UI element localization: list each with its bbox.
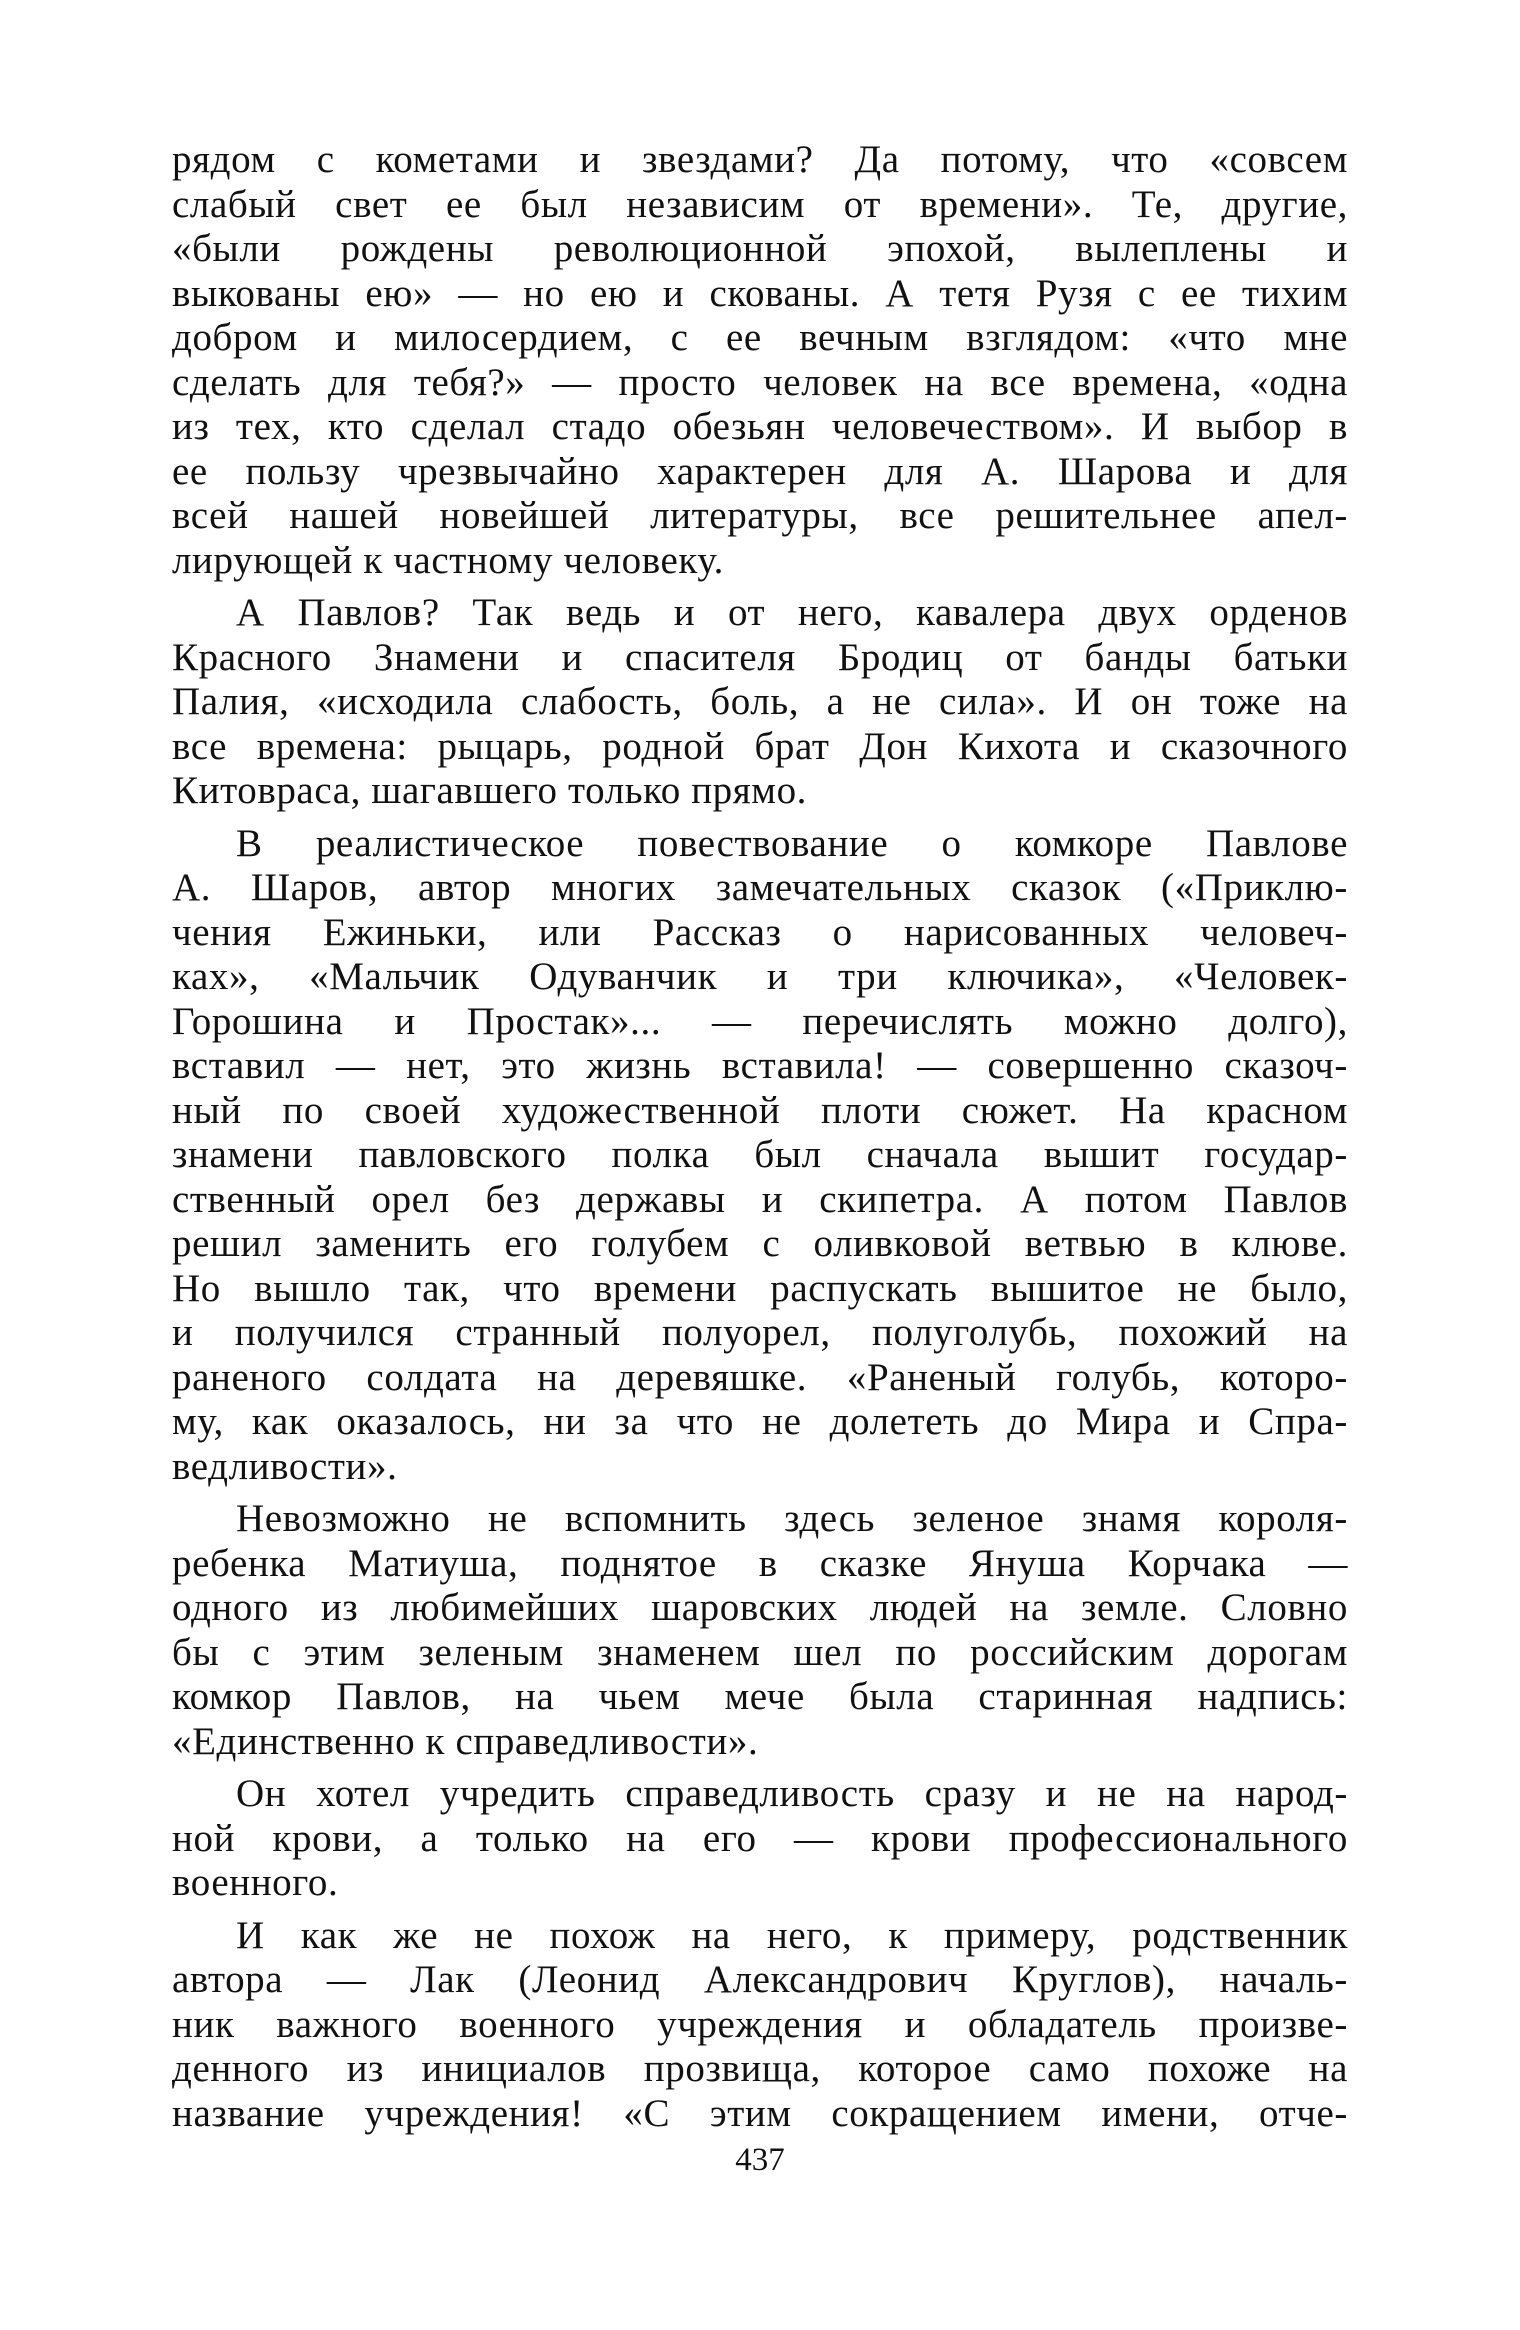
text-line: автора — Лак (Леонид Александрович Круглов), началь- xyxy=(172,1958,1348,2001)
text-line: А. Шаров, автор многих замечательных сказок («Приклю- xyxy=(172,866,1348,909)
text-line: В реалистическое повествование о комкоре Павлове xyxy=(236,821,1348,865)
body-text xyxy=(172,138,1348,2136)
text-line: Он хотел учредить справедливость сразу и не на народ- xyxy=(236,1772,1348,1815)
paragraph xyxy=(172,822,1348,1490)
text-line: А Павлов? Так ведь и от него, кавалера двух орденов xyxy=(236,591,1348,634)
text-line: вставил — нет, это жизнь вставила! — совершенно сказоч- xyxy=(172,1044,1348,1087)
text-line: лирующей к частному человеку. xyxy=(172,538,724,582)
text-line: ный по своей художественной плоти сюжет. На красном xyxy=(172,1088,1348,1132)
text-line: Невозможно не вспомнить здесь зеленое знамя короля- xyxy=(236,1497,1348,1540)
text-line: чения Ежиньки, или Рассказ о нарисованных человеч- xyxy=(172,910,1348,954)
text-line: Но вышло так, что времени распускать вышитое не было, xyxy=(172,1266,1348,1310)
text-line: Китовраса, шагавшего только прямо. xyxy=(172,769,808,812)
text-line: Горошина и Простак»... — перечислять можно долго), xyxy=(172,999,1348,1043)
text-line: му, как оказалось, ни за что не долететь до Мира и Спра- xyxy=(172,1400,1348,1443)
text-line: решил заменить его голубем с оливковой ветвью в клюве. xyxy=(172,1222,1348,1265)
text-line: ной крови, а только на его — крови профессионального xyxy=(172,1816,1348,1860)
paragraph-gap xyxy=(172,1764,1348,1772)
paragraph-gap xyxy=(172,1489,1348,1497)
text-line: из тех, кто сделал стадо обезьян человечеством». И выбор в xyxy=(172,405,1348,448)
paragraph xyxy=(172,1772,1348,1906)
text-line: ках», «Мальчик Одуванчик и три ключика», «Человек- xyxy=(172,955,1348,998)
paragraph xyxy=(172,138,1348,583)
text-line: все времена: рыцарь, родной брат Дон Кихота и сказочного xyxy=(172,724,1348,768)
text-line: сделать для тебя?» — просто человек на все времена, «одна xyxy=(172,360,1348,404)
text-line: и получился странный полуорел, полуголубь, похожий на xyxy=(172,1311,1348,1354)
text-line: комкор Павлов, на чьем мече была старинная надпись: xyxy=(172,1675,1348,1718)
text-line: «Единственно к справедливости». xyxy=(172,1719,759,1763)
text-line: всей нашей новейшей литературы, все решительнее апел- xyxy=(172,494,1348,537)
paragraph xyxy=(172,1914,1348,2137)
text-line: рядом с кометами и звездами? Да потому, что «совсем xyxy=(172,138,1348,181)
text-line: одного из любимейших шаровских людей на земле. Словно xyxy=(172,1586,1348,1629)
text-line: Палия, «исходила слабость, боль, а не сила». И он тоже на xyxy=(172,680,1348,723)
paragraph-gap xyxy=(172,1906,1348,1914)
paragraph xyxy=(172,591,1348,814)
text-line: Красного Знамени и спасителя Бродиц от банды батьки xyxy=(172,635,1348,679)
text-line: ее пользу чрезвычайно характерен для А. Шарова и для xyxy=(172,449,1348,493)
text-line: И как же не похож на него, к примеру, родственник xyxy=(236,1913,1348,1957)
text-line: выкованы ею» — но ею и скованы. А тетя Рузя с ее тихим xyxy=(172,271,1348,315)
text-line: ребенка Матиуша, поднятое в сказке Януша Корчака — xyxy=(172,1541,1348,1585)
text-line: ник важного военного учреждения и обладатель произве- xyxy=(172,2002,1348,2046)
text-line: военного. xyxy=(172,1861,339,1904)
text-line: ственный орел без державы и скипетра. А потом Павлов xyxy=(172,1177,1348,1221)
text-line: добром и милосердием, с ее вечным взглядом: «что мне xyxy=(172,316,1348,359)
paragraph xyxy=(172,1497,1348,1764)
text-line: слабый свет ее был независим от времени». Те, другие, xyxy=(172,182,1348,226)
text-line: название учреждения! «С этим сокращением имени, отче- xyxy=(172,2091,1348,2135)
text-line: раненого солдата на деревяшке. «Раненый голубь, которо- xyxy=(172,1355,1348,1399)
text-line: «были рождены революционной эпохой, вылеплены и xyxy=(172,227,1348,270)
text-line: ведливости». xyxy=(172,1444,398,1488)
text-line: знамени павловского полка был сначала вышит государ- xyxy=(172,1133,1348,1176)
page-number: 437 xyxy=(735,2142,785,2178)
paragraph-gap xyxy=(172,814,1348,822)
text-line: денного из инициалов прозвища, которое само похоже на xyxy=(172,2047,1348,2090)
paragraph-gap xyxy=(172,583,1348,591)
text-line: бы с этим зеленым знаменем шел по российским дорогам xyxy=(172,1630,1348,1674)
